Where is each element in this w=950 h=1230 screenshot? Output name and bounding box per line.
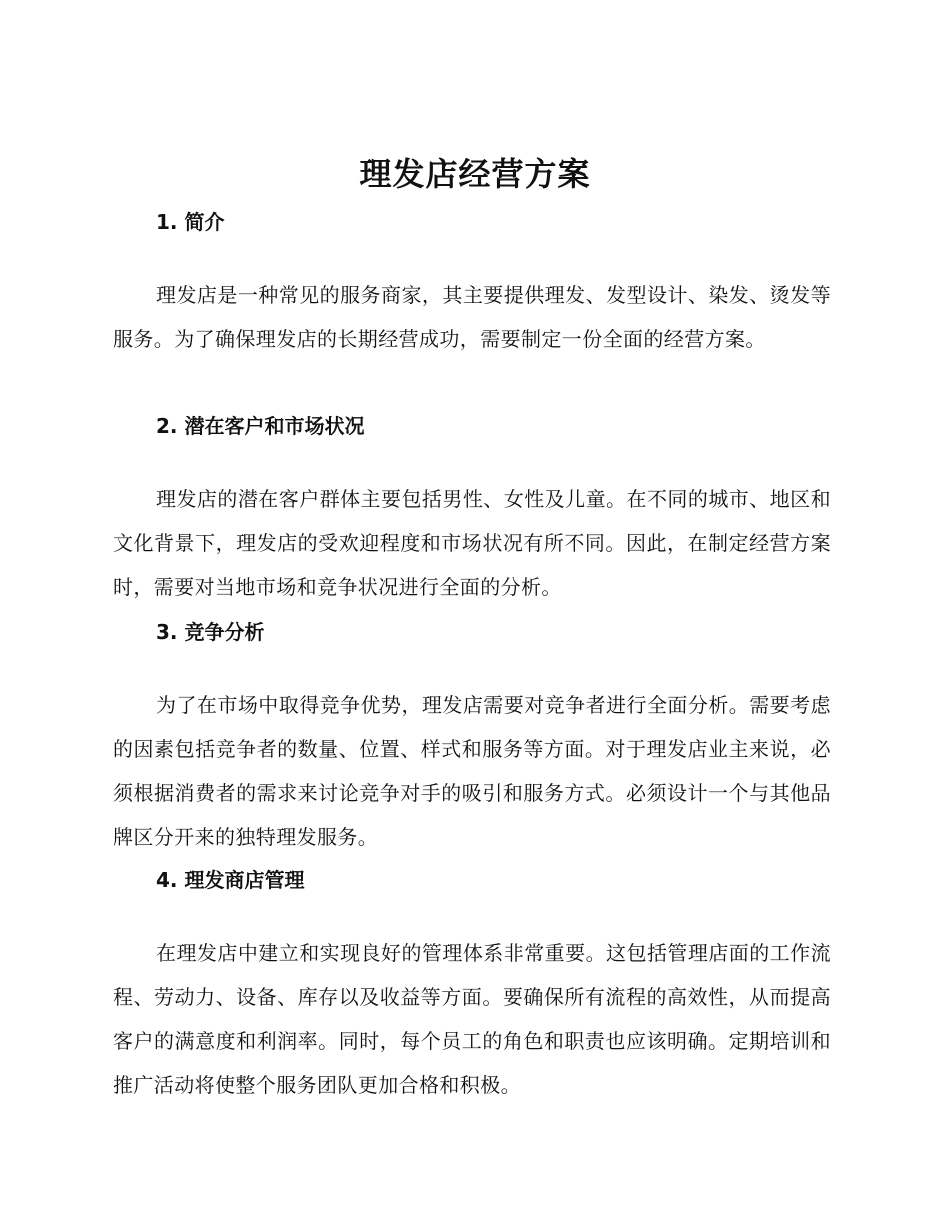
section-shop-management (113, 864, 831, 1107)
section-paragraph: 在理发店中建立和实现良好的管理体系非常重要。这包括管理店面的工作流程、劳动力、设备、库存以及收益等方面。要确保所有流程的高效性，从而提高客户的满意度和利润率。同时，每个员工的角色和职责也应该明确。定期培训和推广活动将使整个服务团队更加合格和积极。 (113, 941, 831, 1097)
section-paragraph: 理发店的潜在客户群体主要包括男性、女性及儿童。在不同的城市、地区和文化背景下，理发店的受欢迎程度和市场状况有所不同。因此，在制定经营方案时，需要对当地市场和竞争状况进行全面的分析。 (113, 487, 831, 599)
section-customers-market (113, 410, 831, 609)
section-heading: 2. 潜在客户和市场状况 (156, 414, 365, 438)
section-introduction (113, 206, 831, 361)
document-title: 理发店经营方案 (359, 155, 591, 193)
section-paragraph: 理发店是一种常见的服务商家，其主要提供理发、发型设计、染发、烫发等服务。为了确保理发店的长期经营成功，需要制定一份全面的经营方案。 (113, 283, 831, 351)
section-heading: 1. 简介 (156, 210, 225, 234)
section-competition-analysis (113, 616, 831, 859)
section-paragraph: 为了在市场中取得竞争优势，理发店需要对竞争者进行全面分析。需要考虑的因素包括竞争者的数量、位置、样式和服务等方面。对于理发店业主来说，必须根据消费者的需求来讨论竞争对手的吸引和服务方式。必须设计一个与其他品牌区分开来的独特理发服务。 (113, 693, 831, 849)
section-heading: 4. 理发商店管理 (156, 868, 305, 892)
section-heading: 3. 竞争分析 (156, 620, 265, 644)
